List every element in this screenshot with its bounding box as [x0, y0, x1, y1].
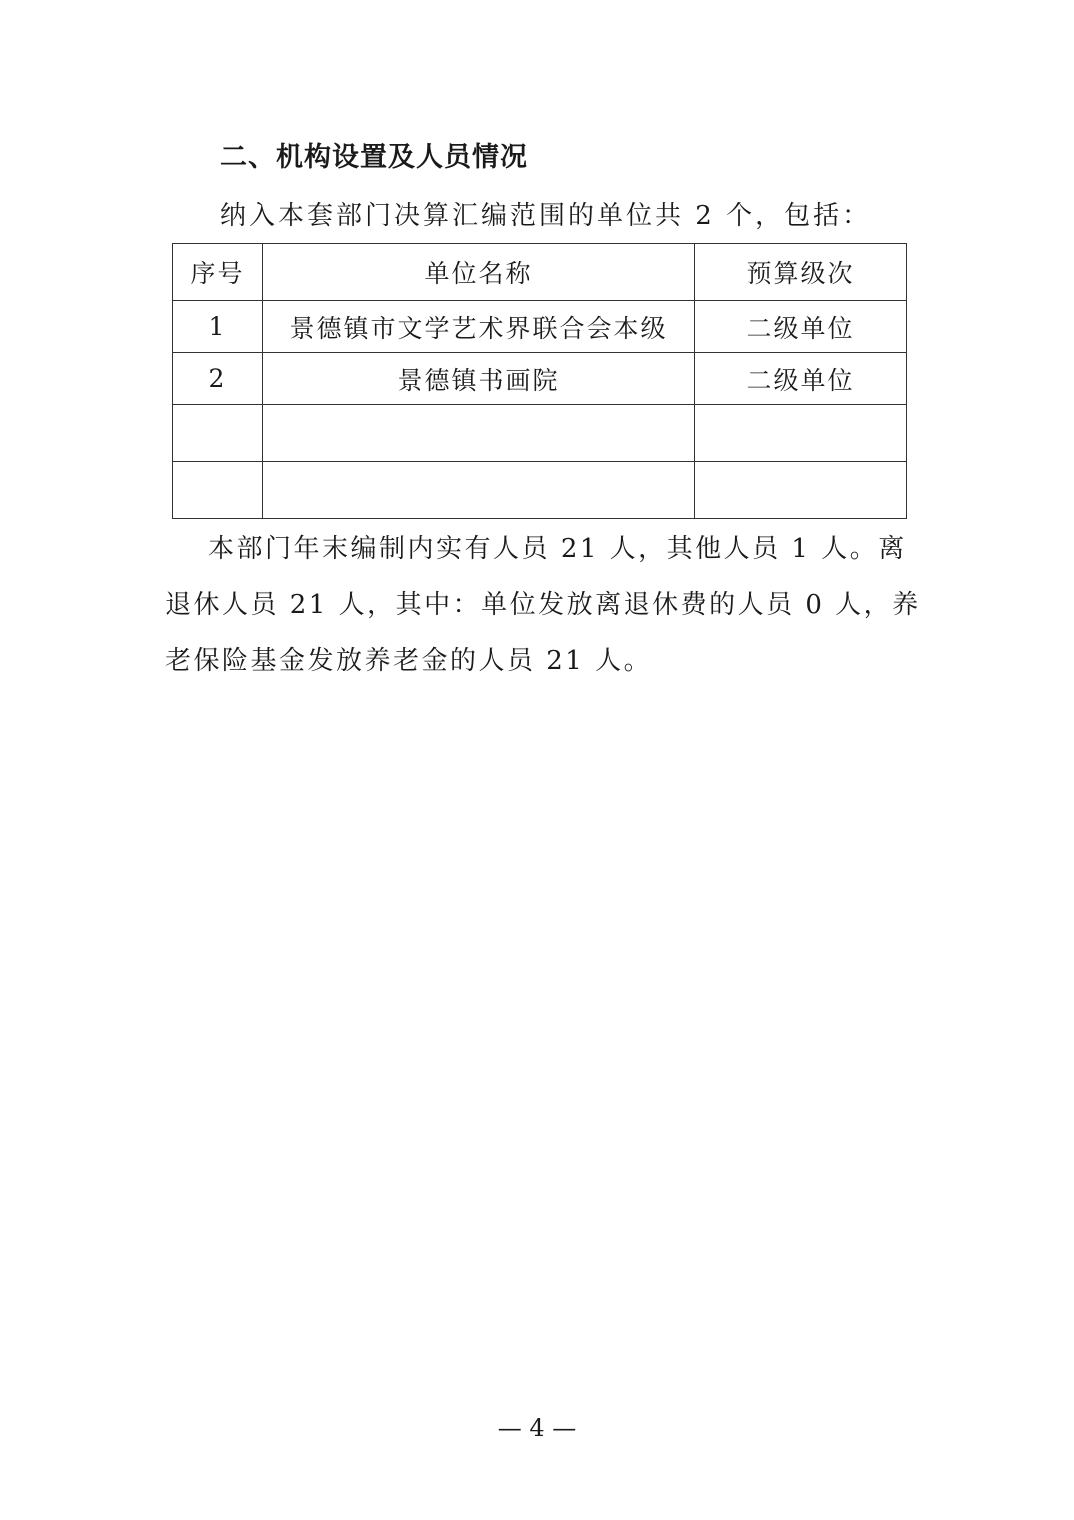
cell-unit-name: 景德镇市文学艺术界联合会本级: [263, 301, 695, 353]
units-table: [172, 243, 907, 519]
table-row: [173, 353, 907, 405]
table-header-row: [173, 244, 907, 301]
staff-paragraph-line-3: 老保险基金发放养老金的人员 21 人。: [165, 646, 653, 676]
cell-no: [173, 405, 263, 462]
staff-paragraph-line-2: 退休人员 21 人，其中：单位发放离退休费的人员 0 人，养: [165, 590, 921, 620]
table-row-empty: [173, 405, 907, 462]
cell-unit-name: [263, 462, 695, 519]
header-budget-level: 预算级次: [695, 244, 907, 301]
table-row: [173, 301, 907, 353]
cell-budget-level: [695, 462, 907, 519]
staff-paragraph-line-1: 本部门年末编制内实有人员 21 人，其他人员 1 人。离: [165, 534, 907, 564]
cell-budget-level: 二级单位: [695, 301, 907, 353]
page-number: — 4 —: [497, 1414, 577, 1442]
cell-unit-name: 景德镇书画院: [263, 353, 695, 405]
header-unit-name: 单位名称: [263, 244, 695, 301]
cell-no: 1: [173, 301, 263, 353]
cell-budget-level: [695, 405, 907, 462]
cell-no: [173, 462, 263, 519]
section-heading: 二、机构设置及人员情况: [220, 142, 528, 173]
cell-no: 2: [173, 353, 263, 405]
cell-budget-level: 二级单位: [695, 353, 907, 405]
intro-paragraph: 纳入本套部门决算汇编范围的单位共 2 个，包括：: [220, 201, 872, 231]
cell-unit-name: [263, 405, 695, 462]
table-row-empty: [173, 462, 907, 519]
header-no: 序号: [173, 244, 263, 301]
